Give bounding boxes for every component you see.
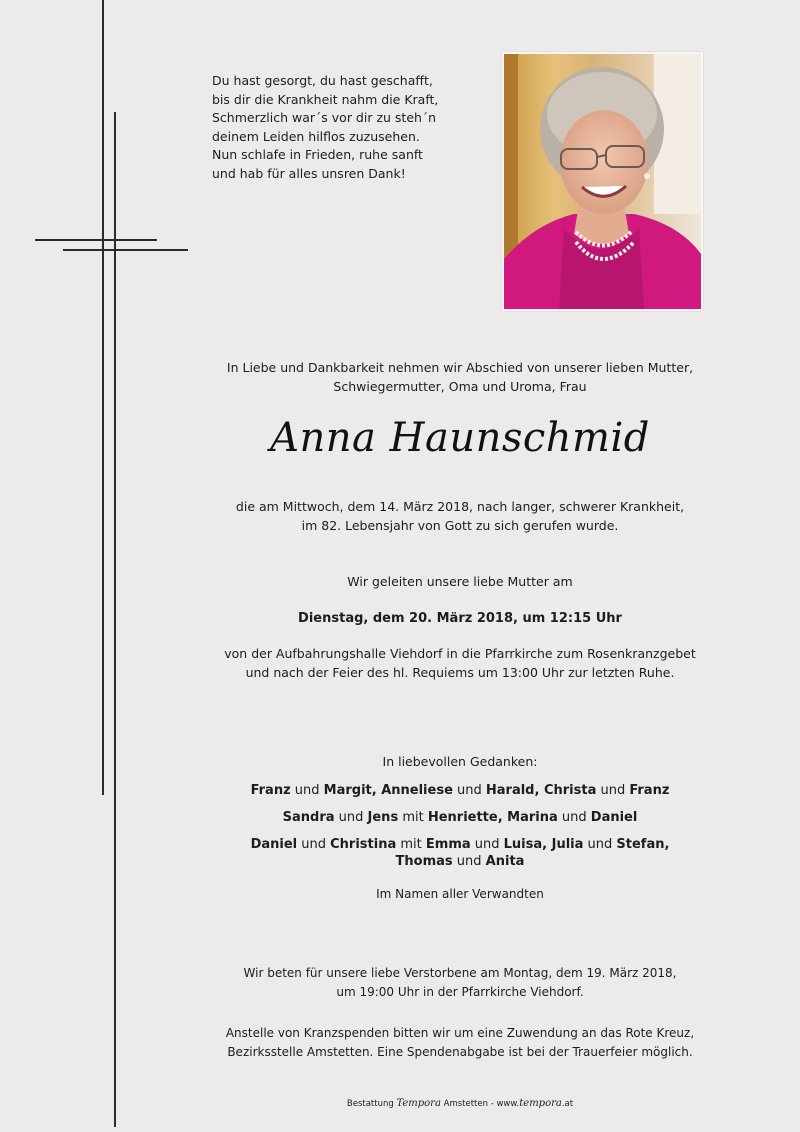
mourner-connector: mit xyxy=(398,810,428,825)
procession-line: und nach der Feier des hl. Requiems um 13:00 Uhr zur letzten Ruhe. xyxy=(245,664,675,680)
memorial-poem xyxy=(212,72,492,183)
mourner-connector: und xyxy=(452,783,486,798)
mourner-name: Stefan, xyxy=(616,837,670,852)
procession-line: von der Aufbahrungshalle Viehdorf in die Pfarrkirche zum Rosenkranzgebet xyxy=(224,646,696,661)
relatives-note xyxy=(190,885,730,904)
cross-lower-horizontal xyxy=(63,249,188,251)
mourner-connector: und xyxy=(583,837,617,852)
mourners-line xyxy=(190,808,730,828)
poem-line: Du hast gesorgt, du hast geschafft, xyxy=(212,73,433,88)
mourner-name: Jens xyxy=(367,810,399,825)
mourner-name: Daniel xyxy=(590,810,638,825)
prayer-line: um 19:00 Uhr in der Pfarrkirche Viehdorf. xyxy=(336,984,584,999)
escort-intro-text: Wir geleiten unsere liebe Mutter am xyxy=(347,574,573,589)
mourner-connector: und xyxy=(557,810,591,825)
funeral-home-footer xyxy=(190,1098,730,1109)
death-notice xyxy=(190,498,730,535)
mourner-name: Henriette, Marina xyxy=(427,810,558,825)
mourners-line xyxy=(190,852,730,872)
donation-info xyxy=(190,1024,730,1061)
mourners-line xyxy=(190,781,730,801)
funeral-date xyxy=(190,610,730,629)
mourners-line-1 xyxy=(190,781,730,801)
mourner-name: Franz xyxy=(250,783,291,798)
mourners-intro-text: In liebevollen Gedanken: xyxy=(382,754,538,769)
mourner-name: Christina xyxy=(330,837,397,852)
portrait-illustration xyxy=(504,54,701,309)
cross-long-vertical xyxy=(102,0,104,795)
mourner-name: Emma xyxy=(425,837,471,852)
mourner-connector: mit xyxy=(396,837,426,852)
mourner-connector: und xyxy=(452,854,486,869)
mourner-name: Thomas xyxy=(395,854,453,869)
funeral-date-text: Dienstag, dem 20. März 2018, um 12:15 Uhr xyxy=(298,611,622,626)
mourner-name: Margit, Anneliese xyxy=(323,783,453,798)
footer-brand: Tempora xyxy=(396,1098,441,1109)
donation-line: Bezirksstelle Amstetten. Eine Spendenabgabe ist bei der Trauerfeier möglich. xyxy=(227,1044,693,1059)
death-notice-line: im 82. Lebensjahr von Gott zu sich gerufen wurde. xyxy=(301,517,619,533)
mourner-name: Franz xyxy=(629,783,670,798)
mourner-name: Harald, Christa xyxy=(485,783,597,798)
poem-line: und hab für alles unsren Dank! xyxy=(212,165,406,181)
mourner-connector: und xyxy=(470,837,504,852)
poem-line: deinem Leiden hilflos zuzusehen. xyxy=(212,128,420,144)
relatives-text: Im Namen aller Verwandten xyxy=(376,887,544,901)
mourner-name: Daniel xyxy=(250,837,298,852)
mourner-connector: und xyxy=(297,837,331,852)
cross-short-vertical xyxy=(114,112,116,1127)
deceased-name: Anna Haunschmid xyxy=(270,415,650,461)
intro-line: Schwiegermutter, Oma und Uroma, Frau xyxy=(333,378,587,394)
portrait-photo xyxy=(502,52,703,311)
footer-brand-url: tempora xyxy=(519,1098,562,1109)
escort-intro xyxy=(190,573,730,592)
poem-line: Schmerzlich war´s vor dir zu steh´n xyxy=(212,110,437,125)
footer-middle: Amstetten - www. xyxy=(440,1099,520,1109)
footer-prefix: Bestattung xyxy=(346,1099,397,1109)
donation-line: Anstelle von Kranzspenden bitten wir um eine Zuwendung an das Rote Kreuz, xyxy=(225,1026,695,1040)
mourner-name: Luisa, Julia xyxy=(503,837,584,852)
intro-line: In Liebe und Dankbarkeit nehmen wir Abschied von unserer lieben Mutter, xyxy=(226,360,694,375)
mourner-name: Anita xyxy=(485,854,525,869)
mourners-intro xyxy=(190,753,730,772)
mourner-name: Sandra xyxy=(282,810,335,825)
mourners-line-2 xyxy=(190,808,730,828)
poem-line: bis dir die Krankheit nahm die Kraft, xyxy=(212,91,439,107)
mourner-connector: und xyxy=(290,783,324,798)
mourner-connector: und xyxy=(596,783,630,798)
prayer-line: Wir beten für unsere liebe Verstorbene am Montag, dem 19. März 2018, xyxy=(243,966,677,980)
death-notice-line: die am Mittwoch, dem 14. März 2018, nach langer, schwerer Krankheit, xyxy=(235,499,685,514)
farewell-intro xyxy=(190,359,730,396)
prayer-info xyxy=(190,964,730,1001)
mourners-line-4 xyxy=(190,852,730,872)
procession-info xyxy=(190,645,730,682)
cross-upper-horizontal xyxy=(35,239,157,241)
mourner-connector: und xyxy=(334,810,368,825)
footer-suffix: .at xyxy=(561,1099,574,1109)
poem-line: Nun schlafe in Frieden, ruhe sanft xyxy=(212,147,423,162)
